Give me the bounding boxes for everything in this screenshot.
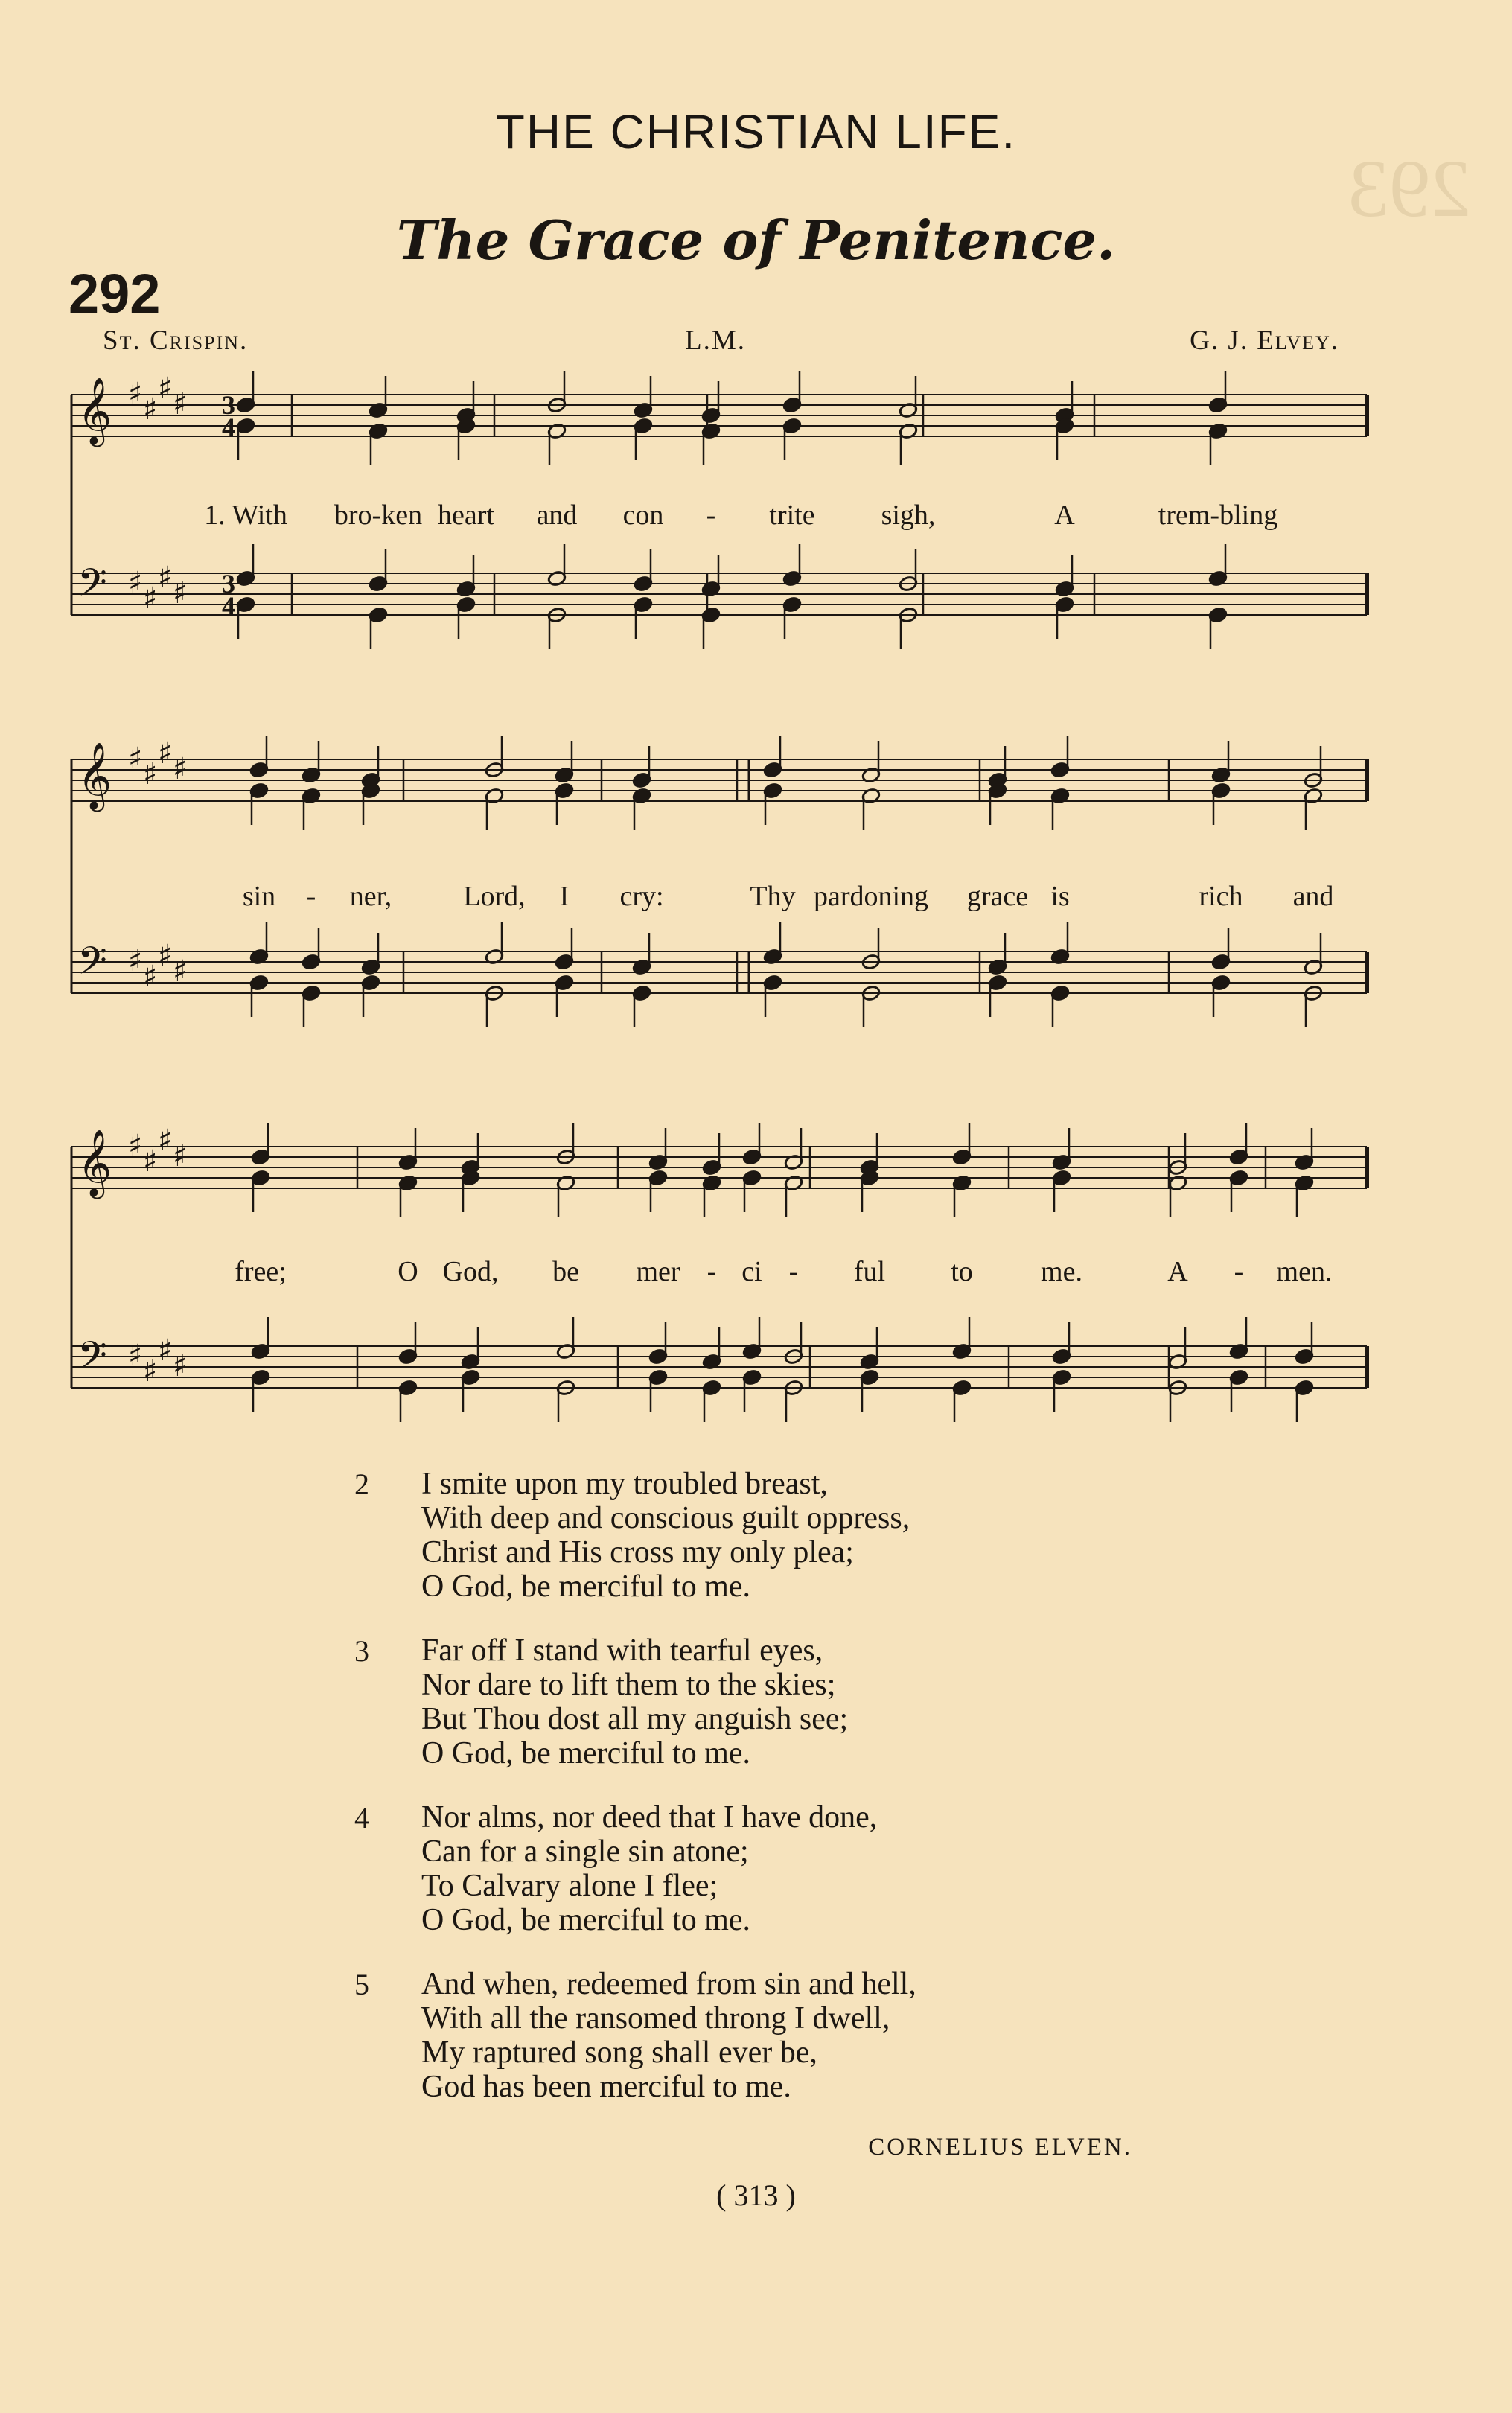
sharp-icon: ♯	[158, 1123, 173, 1158]
lyric-syllable: grace	[966, 881, 1029, 912]
lyric-syllable: heart	[438, 500, 494, 531]
lyric-syllable: -	[306, 881, 316, 912]
verse-line: Can for a single sin atone;	[421, 1835, 749, 1869]
sharp-icon: ♯	[143, 1354, 158, 1389]
sharp-icon: ♯	[173, 752, 188, 786]
page-number: ( 313 )	[716, 2178, 796, 2212]
lyric-syllable: me.	[1041, 1256, 1082, 1287]
verse-2	[354, 1467, 916, 1604]
time-signature-denominator: 4	[222, 412, 235, 442]
lyric-syllable: 1. With	[204, 500, 287, 531]
lyric-syllable: Lord,	[463, 881, 526, 912]
sharp-icon: ♯	[158, 372, 173, 406]
time-signature-denominator: 4	[222, 591, 235, 621]
lyric-syllable: to	[951, 1256, 973, 1287]
time-signature-numerator: 3	[222, 569, 235, 599]
verse-line: God has been merciful to me.	[421, 2070, 791, 2104]
bass-clef-icon: 𝄢	[77, 1333, 107, 1387]
lyric-syllable: cry:	[619, 881, 664, 912]
sharp-icon: ♯	[143, 960, 158, 994]
sharp-icon: ♯	[128, 1129, 143, 1163]
verse-line: Nor dare to lift them to the skies;	[421, 1668, 836, 1702]
verse-number: 2	[354, 1467, 369, 1501]
lyric-syllable: and	[536, 500, 578, 531]
lyric-syllable: Thy	[750, 881, 796, 912]
verse-line: O God, be merciful to me.	[421, 1903, 751, 1937]
lyric-syllable: -	[788, 1256, 799, 1287]
lyric-syllable: -	[1234, 1256, 1244, 1287]
sharp-icon: ♯	[158, 939, 173, 973]
bleed-through-number: 293	[1348, 143, 1471, 234]
time-signature-numerator: 3	[222, 390, 235, 420]
verse-3	[354, 1633, 916, 1770]
lyric-syllable: men.	[1276, 1256, 1333, 1287]
verse-line: Far off I stand with tearful eyes,	[421, 1633, 823, 1668]
tune-name: St. Crispin.	[103, 325, 249, 356]
lyric-syllable: ful	[853, 1256, 886, 1287]
verse-line: With deep and conscious guilt oppress,	[421, 1501, 910, 1535]
lyric-syllable: be	[552, 1256, 579, 1287]
hymn-number: 292	[68, 263, 161, 325]
bass-clef-icon: 𝄢	[77, 938, 107, 992]
lyric-syllable: pardoning	[813, 881, 929, 912]
sharp-icon: ♯	[173, 576, 188, 611]
verses	[354, 1467, 916, 2134]
sharp-icon: ♯	[173, 387, 188, 421]
verse-number: 5	[354, 1968, 369, 2001]
lyric-syllable: and	[1292, 881, 1334, 912]
lyric-syllable: I	[559, 881, 570, 912]
sharp-icon: ♯	[143, 1144, 158, 1179]
verse-line: My raptured song shall ever be,	[421, 2036, 817, 2070]
sharp-icon: ♯	[143, 757, 158, 791]
sharp-icon: ♯	[158, 736, 173, 771]
bass-clef-icon: 𝄢	[77, 560, 107, 614]
lyric-syllable: sin	[242, 881, 276, 912]
verse-line: Nor alms, nor deed that I have done,	[421, 1800, 878, 1835]
sharp-icon: ♯	[128, 742, 143, 776]
lyric-syllable: A	[1167, 1256, 1188, 1287]
verse-4	[354, 1800, 916, 1937]
lyric-syllable: trem-bling	[1158, 500, 1278, 531]
author: CORNELIUS ELVEN.	[868, 2134, 1132, 2161]
sharp-icon: ♯	[128, 566, 143, 600]
sharp-icon: ♯	[173, 954, 188, 989]
lyric-syllable: is	[1050, 881, 1070, 912]
lyric-syllable: rich	[1199, 881, 1243, 912]
lyric-syllable: ner,	[349, 881, 392, 912]
sharp-icon: ♯	[128, 1339, 143, 1373]
verse-line: O God, be merciful to me.	[421, 1736, 751, 1770]
verse-number: 3	[354, 1634, 369, 1668]
verse-line: With all the ransomed throng I dwell,	[421, 2001, 890, 2036]
lyric-syllable: mer	[636, 1256, 680, 1287]
lyric-syllable: O	[398, 1256, 418, 1287]
sharp-icon: ♯	[173, 1349, 188, 1383]
lyric-syllable: trite	[769, 500, 815, 531]
treble-clef-icon: 𝄞	[77, 377, 112, 444]
lyric-syllable: -	[706, 500, 716, 531]
verse-line: But Thou dost all my anguish see;	[421, 1702, 849, 1736]
hymn-title: The Grace of Penitence.	[396, 208, 1116, 272]
lyric-syllable: A	[1054, 500, 1075, 531]
lyric-syllable: God,	[442, 1256, 499, 1287]
sharp-icon: ♯	[143, 581, 158, 616]
sharp-icon: ♯	[143, 392, 158, 427]
verse-line: And when, redeemed from sin and hell,	[421, 1967, 916, 2001]
verse-5	[354, 1967, 916, 2104]
verse-line: Christ and His cross my only plea;	[421, 1535, 854, 1569]
lyric-syllable: sigh,	[881, 500, 936, 531]
sharp-icon: ♯	[158, 1333, 173, 1368]
lyric-syllable: -	[706, 1256, 717, 1287]
verse-line: I smite upon my troubled breast,	[421, 1467, 828, 1501]
treble-clef-icon: 𝄞	[77, 1129, 112, 1196]
lyric-syllable: con	[622, 500, 664, 531]
lyric-syllable: bro-ken	[334, 500, 423, 531]
verse-line: To Calvary alone I flee;	[421, 1869, 718, 1903]
section-title: THE CHRISTIAN LIFE.	[495, 105, 1017, 159]
composer: G. J. Elvey.	[1190, 325, 1339, 356]
sharp-icon: ♯	[128, 377, 143, 411]
metre: L.M.	[685, 325, 746, 356]
lyric-syllable: ci	[741, 1256, 762, 1287]
sharp-icon: ♯	[158, 561, 173, 595]
lyric-syllable: free;	[235, 1256, 287, 1287]
verse-line: O God, be merciful to me.	[421, 1569, 751, 1604]
sharp-icon: ♯	[173, 1139, 188, 1173]
sharp-icon: ♯	[128, 944, 143, 978]
treble-clef-icon: 𝄞	[77, 742, 112, 809]
verse-number: 4	[354, 1801, 369, 1835]
